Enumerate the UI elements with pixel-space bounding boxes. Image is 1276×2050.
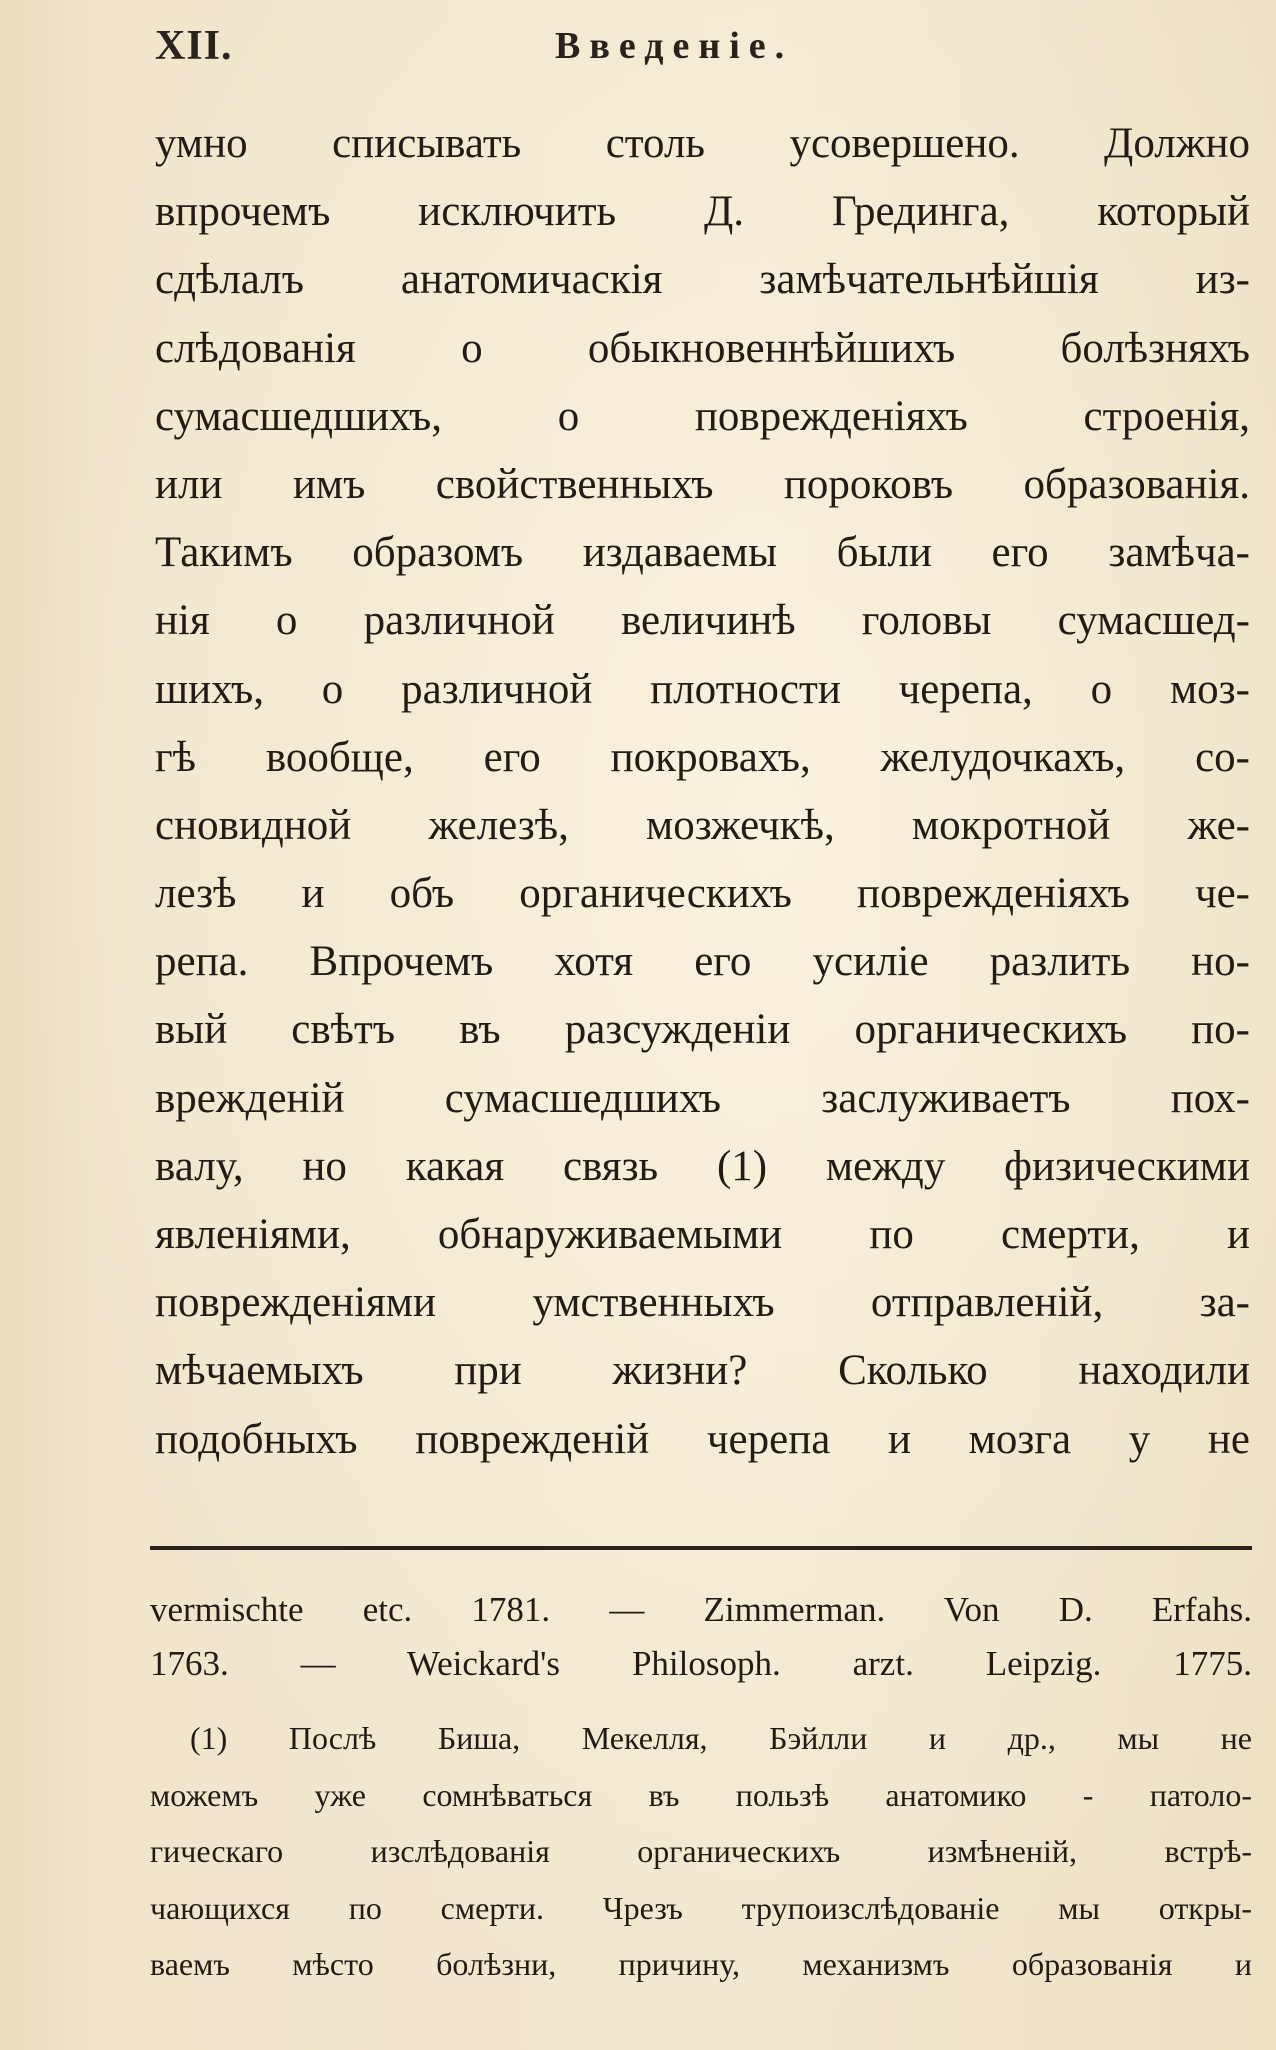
text-line: валу, но какая связь (1) между физическими [155,1142,1250,1190]
text-line: мѣчаемыхъ при жизни? Сколько находили [155,1347,1250,1395]
text-line: сумасшедшихъ, о поврежденіяхъ строенія, [155,392,1250,440]
footnote-line: (1) Послѣ Биша, Мекелля, Бэйлли и др., мы не [190,1720,1252,1756]
footnote-line: 1763. — Weickard's Philosoph. arzt. Leipzig. 1775. [150,1644,1252,1683]
footnote-line: гическаго изслѣдованія органическихъ измѣненій, встрѣ- [150,1833,1252,1869]
text-line: поврежденіями умственныхъ отправленій, за- [155,1279,1250,1327]
footnote-1 [150,1710,1252,1993]
text-line: впрочемъ исключить Д. Грединга, который [155,188,1250,236]
text-line: сдѣлалъ анатомичаскія замѣчательнѣйшія из- [155,256,1250,304]
text-line: подобныхъ поврежденій черепа и мозга у не [155,1415,1250,1463]
text-line: Такимъ образомъ издаваемы были его замѣча- [155,529,1250,577]
text-line: вый свѣтъ въ разсужденіи органическихъ по- [155,1006,1250,1054]
text-line: явленіями, обнаруживаемыми по смерти, и [155,1211,1250,1258]
text-line: нія о различной величинѣ головы сумасшед- [155,597,1250,645]
footnote-line: ваемъ мѣсто болѣзни, причину, механизмъ образованія и [150,1946,1252,1982]
footnote-line: vermischte etc. 1781. — Zimmerman. Von D. Erfahs. [150,1590,1252,1629]
text-line: сновидной железѣ, мозжечкѣ, мокротной же- [155,801,1250,849]
text-line: лезѣ и объ органическихъ поврежденіяхъ че- [155,870,1250,918]
footnote-separator [150,1546,1252,1550]
page-header [155,18,1255,78]
footnote-line: чающихся по смерти. Чрезъ трупоизслѣдованіе мы откры- [150,1889,1252,1926]
body-text [155,110,1250,1474]
text-line: врежденій сумасшедшихъ заслуживаетъ пох- [155,1074,1250,1122]
running-title: Введеніе. [555,25,794,67]
text-line: или имъ свойственныхъ пороковъ образованія. [155,460,1250,508]
text-line: репа. Впрочемъ хотя его усиліе разлить но- [155,938,1250,986]
text-line: умно списывать столь усовершено. Должно [155,120,1250,167]
footnote-continuation [150,1583,1252,1691]
page-number: XII. [155,23,233,69]
text-line: шихъ, о различной плотности черепа, о моз- [155,665,1250,713]
text-line: слѣдованія о обыкновеннѣйшихъ болѣзняхъ [155,324,1250,372]
text-line: гѣ вообще, его покровахъ, желудочкахъ, со- [155,733,1250,781]
footnote-line: можемъ уже сомнѣваться въ пользѣ анатомико - патоло- [150,1776,1252,1813]
